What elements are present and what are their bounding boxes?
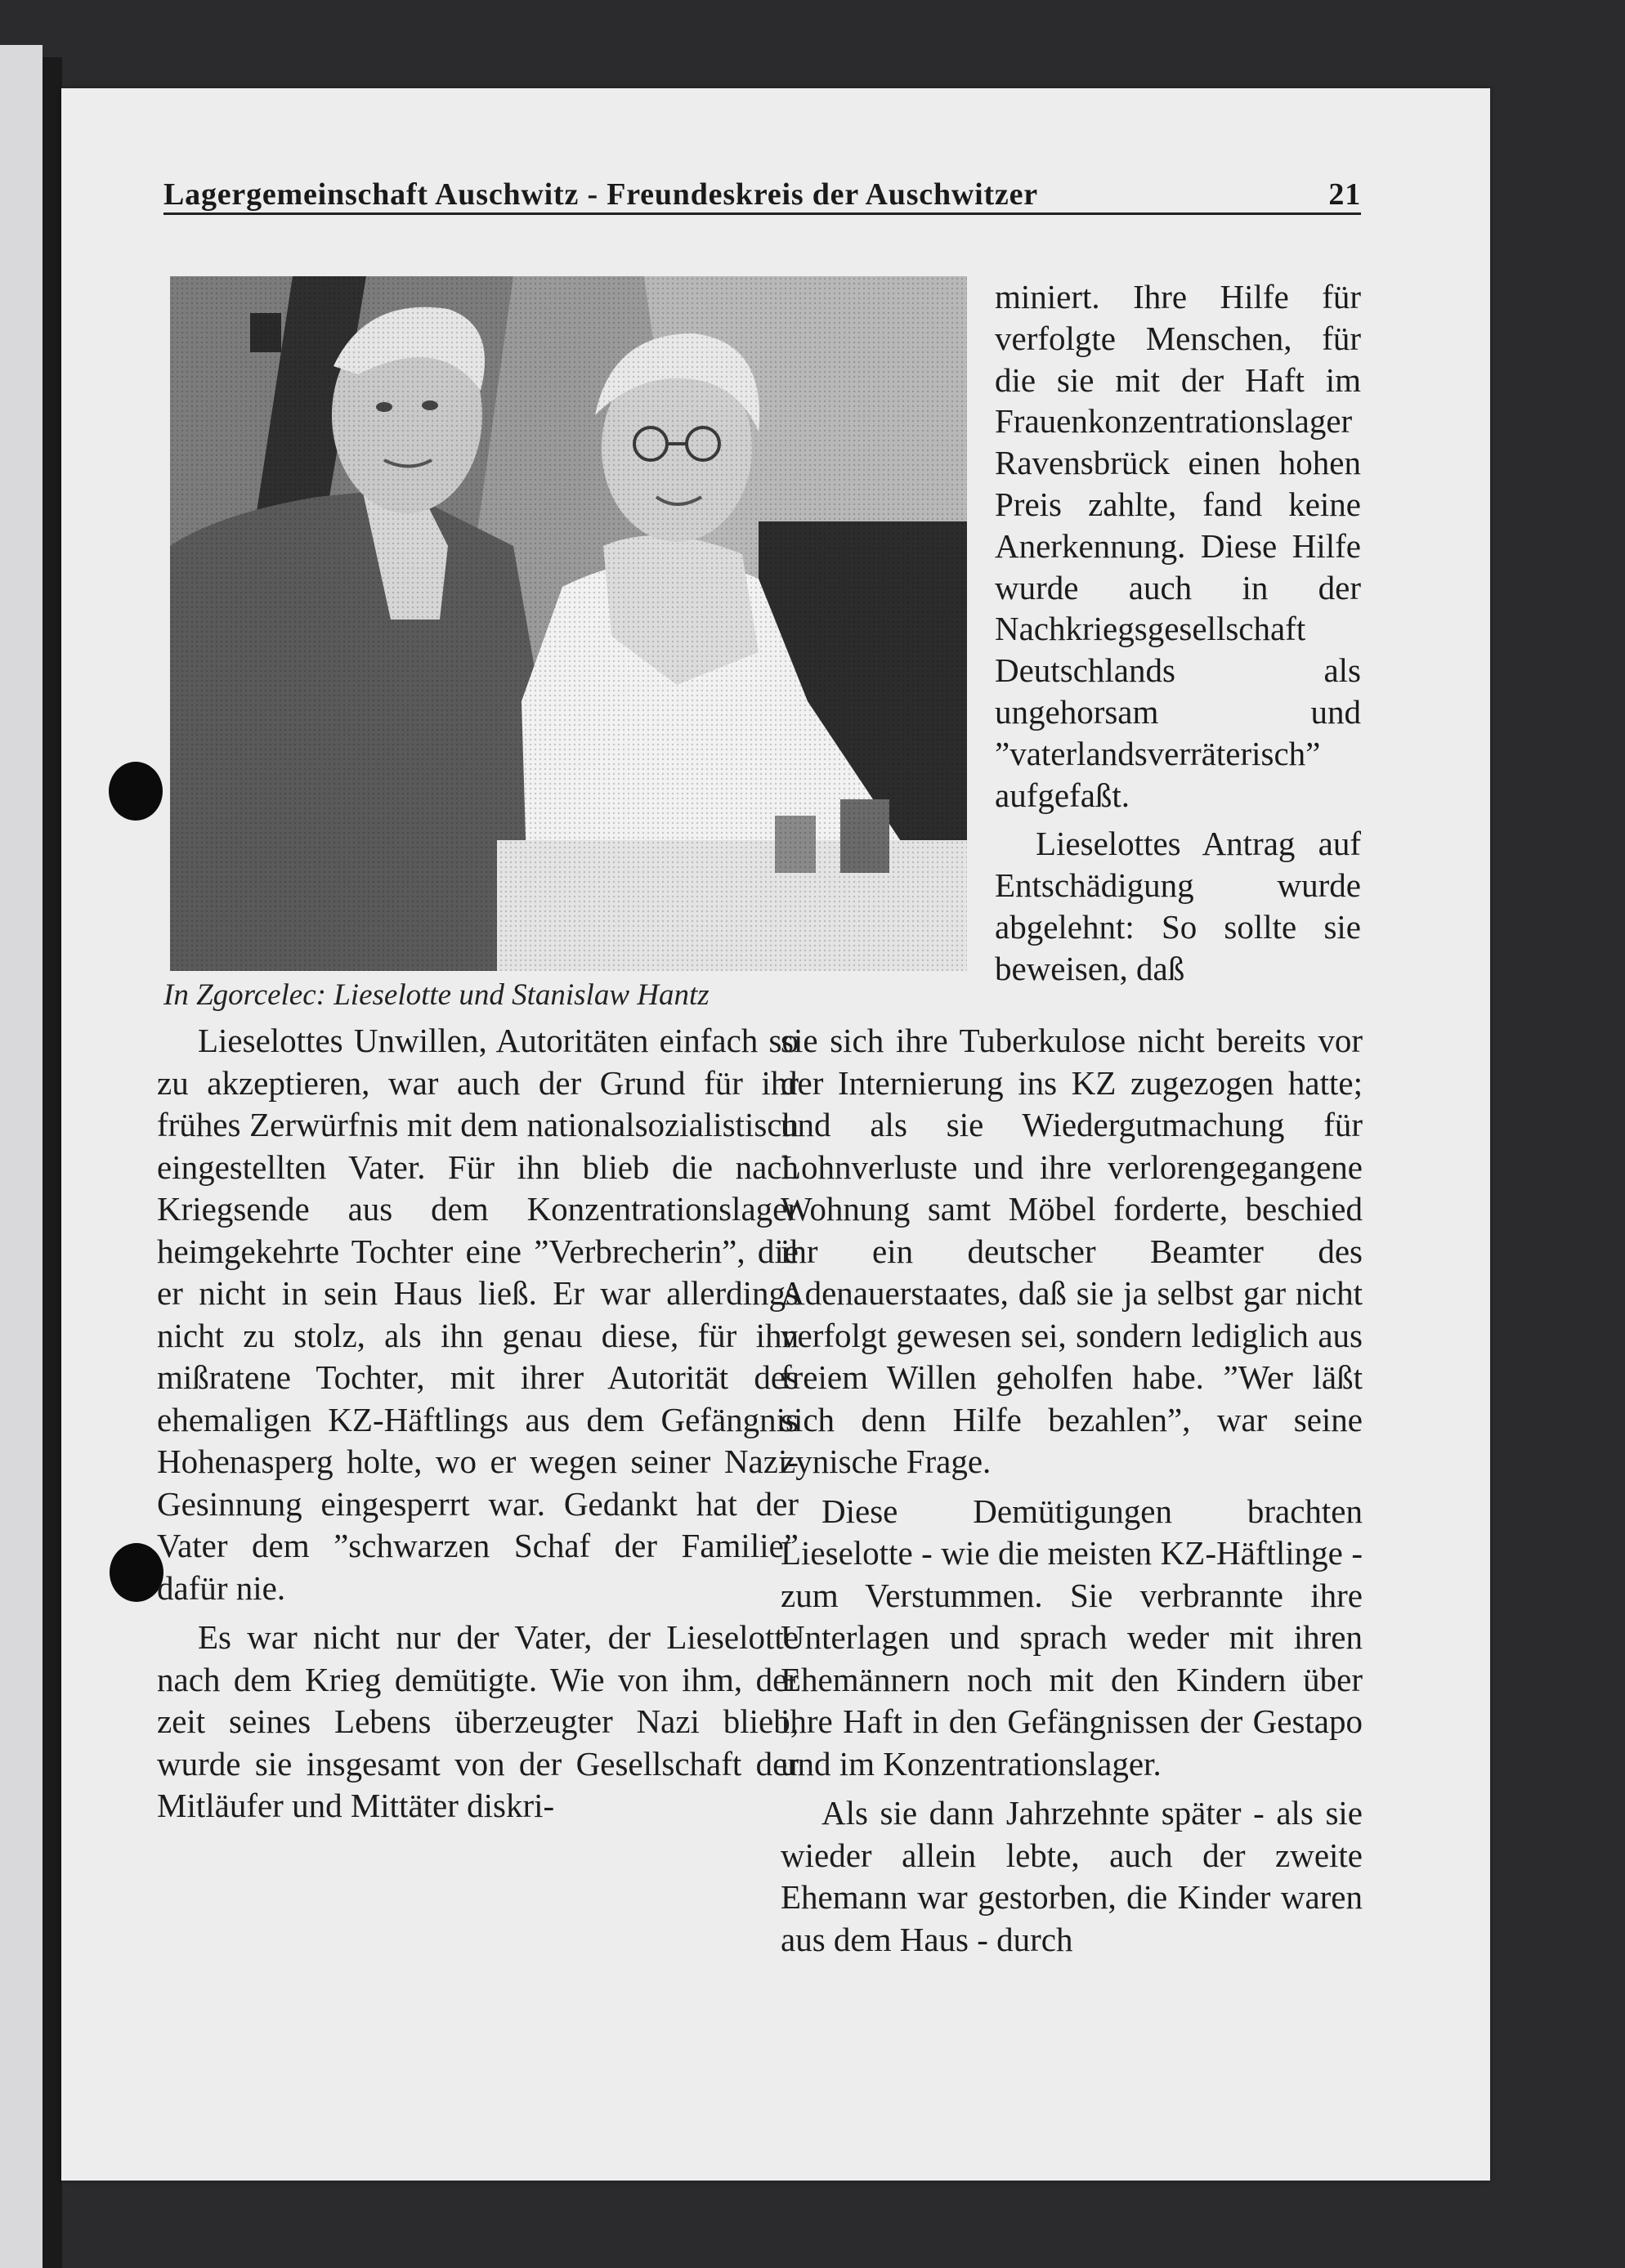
text-column-left bbox=[157, 1020, 799, 1827]
paragraph: miniert. Ihre Hilfe für verfolgte Menschen, für die sie mit der Haft im Frauenkonzentrationslager Ravensbrück einen hohen Preis zahlte, fand keine Anerkennung. Diese Hilfe wurde auch in der Nachkriegsgesellschaft Deutschlands als ungehorsam und ”vaterlandsverräterisch” aufgefaßt. bbox=[995, 278, 1361, 814]
paragraph: sie sich ihre Tuberkulose nicht bereits vor der Internierung ins KZ zugezogen hatte; und als sie Wiedergutmachung für Lohnverluste und ihre verlorengegangene Wohnung samt Möbel forderte, beschied ihr ein deutscher Beamter des Adenauerstaates, daß sie ja selbst gar nicht verfolgt gewesen sei, sondern lediglich aus freiem Willen geholfen habe. ”Wer läßt sich denn Hilfe bezahlen”, war seine zynische Frage. bbox=[781, 1022, 1363, 1480]
text-column-right-top bbox=[995, 276, 1361, 990]
punch-hole bbox=[109, 762, 163, 821]
binder-shadow bbox=[43, 57, 62, 2268]
binder-edge bbox=[0, 45, 43, 2268]
text-column-right bbox=[781, 1020, 1363, 1961]
punch-hole bbox=[110, 1543, 163, 1602]
paragraph: Lieselottes Antrag auf Entschädigung wurde abgelehnt: So sollte sie beweisen, daß bbox=[995, 825, 1361, 987]
photo-caption: In Zgorcelec: Lieselotte und Stanislaw Hantz bbox=[163, 978, 710, 1012]
header-title: Lagergemeinschaft Auschwitz - Freundeskreis der Auschwitzer bbox=[163, 177, 1038, 212]
paragraph: Diese Demütigungen brachten Lieselotte - wie die meisten KZ-Häftlinge - zum Verstummen. Sie verbrannte ihre Unterlagen und sprach weder mit ihren Ehemännern noch mit den Kindern über ihre Haft in den Gefängnissen der Gestapo und im Konzentrationslager. bbox=[781, 1492, 1363, 1783]
paragraph: Lieselottes Unwillen, Autoritäten einfach so zu akzeptieren, war auch der Grund für ihr frühes Zerwürfnis mit dem nationalsozialistisch eingestellten Vater. Für ihn blieb die nach Kriegsende aus dem Konzentrationslager heimgekehrte Tochter eine ”Verbrecherin”, die er nicht in sein Haus ließ. Er war allerdings nicht zu stolz, als ihn genau diese, für ihn mißratene Tochter, mit ihrer Autorität des ehemaligen KZ-Häftlings aus dem Gefängnis Hohenasperg holte, wo er wegen seiner Nazi-Gesinnung eingesperrt war. Gedankt hat der Vater dem ”schwarzen Schaf der Familie” dafür nie. bbox=[157, 1022, 799, 1607]
paragraph: Es war nicht nur der Vater, der Lieselotte nach dem Krieg demütigte. Wie von ihm, der zeit seines Lebens überzeugter Nazi blieb, wurde sie insgesamt von der Gesellschaft der Mitläufer und Mittäter diskri- bbox=[157, 1618, 799, 1824]
page-header bbox=[163, 170, 1361, 215]
photo-image bbox=[170, 276, 967, 971]
photo bbox=[170, 276, 967, 971]
paragraph: Als sie dann Jahrzehnte später - als sie wieder allein lebte, auch der zweite Ehemann war gestorben, die Kinder waren aus dem Haus - durch bbox=[781, 1794, 1363, 1958]
page-number: 21 bbox=[1328, 177, 1361, 212]
document-page bbox=[61, 88, 1490, 2181]
